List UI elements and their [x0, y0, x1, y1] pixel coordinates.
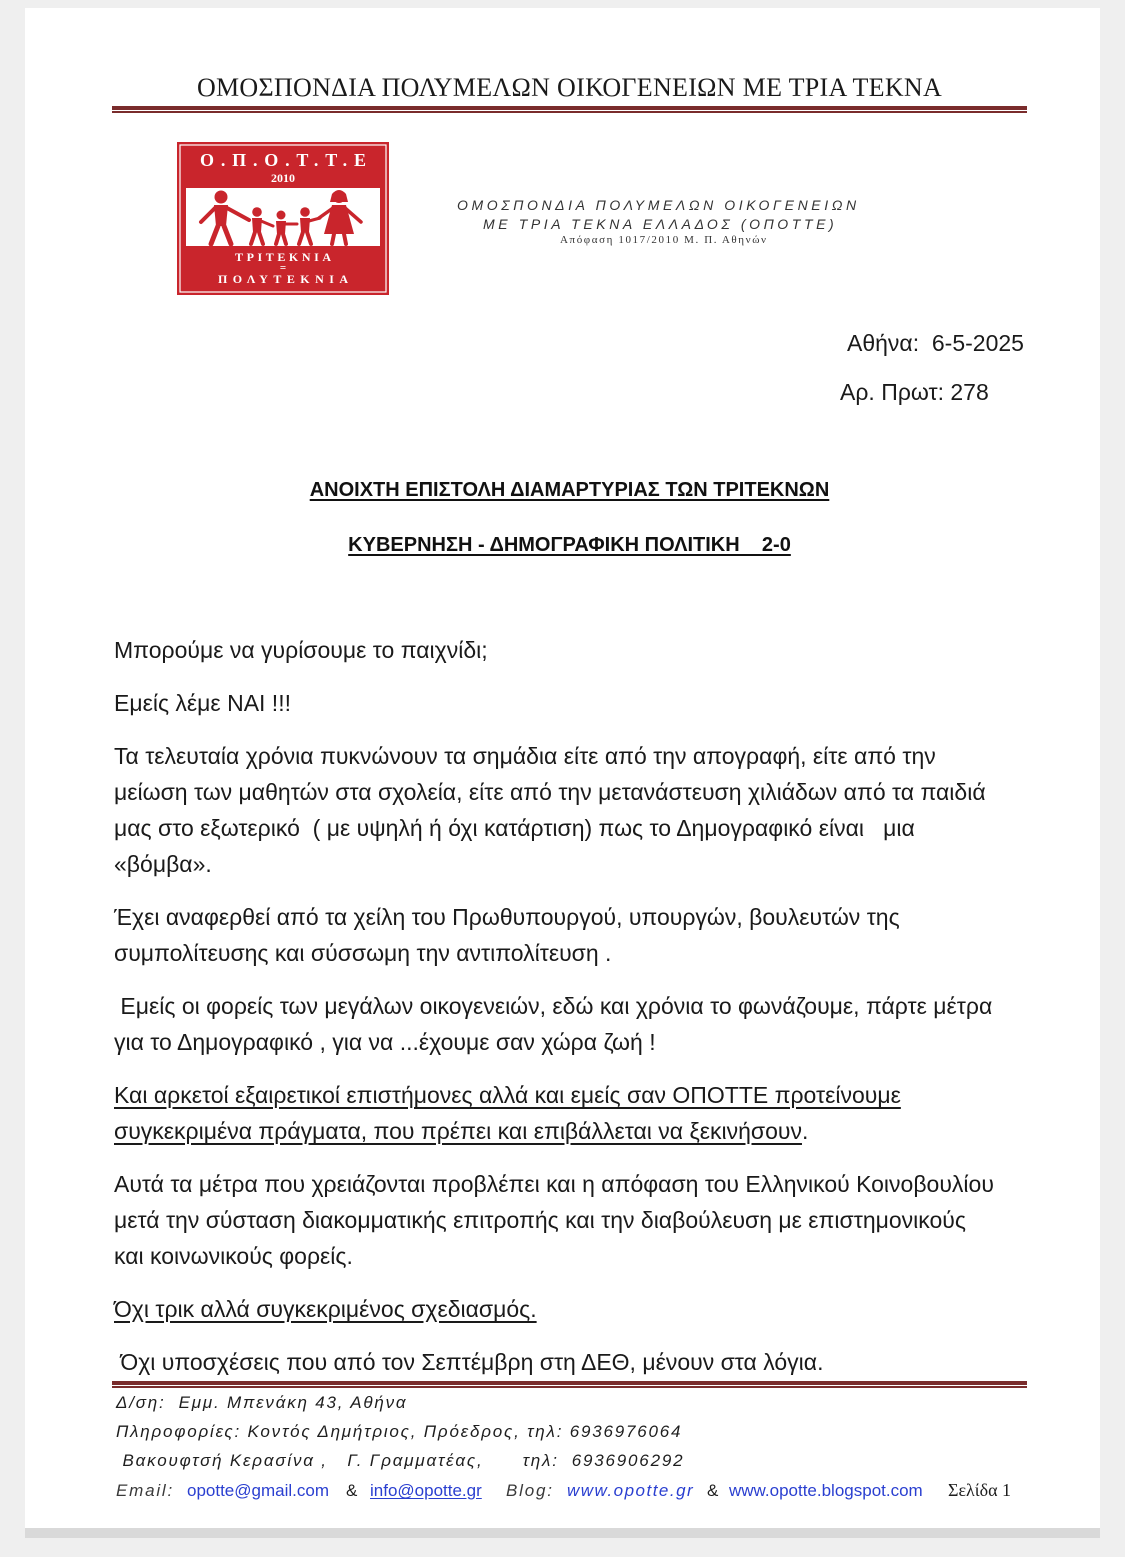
logo-motto-equals: = — [279, 262, 287, 274]
website-link[interactable]: www.opotte.gr — [567, 1481, 695, 1500]
email-link-gmail[interactable]: opotte@gmail.com — [187, 1481, 329, 1500]
letter-body — [114, 632, 1084, 1397]
body-line: και κοινωνικούς φορείς. — [114, 1243, 353, 1269]
body-line: Εμείς λέμε ΝΑΙ !!! — [114, 690, 291, 716]
underlined-text: Και αρκετοί εξαιρετικοί επιστήμονες αλλά και εμείς σαν ΟΠΟΤΤΕ προτείνουμε — [114, 1082, 901, 1108]
footer-president-info: Πληροφορίες: Κοντός Δημήτριος, Πρόεδρος, τηλ: 6936976064 — [116, 1422, 683, 1441]
body-line: Όχι υποσχέσεις που από τον Σεπτέμβρη στη ΔΕΘ, μένουν στα λόγια. — [114, 1349, 824, 1375]
body-line: Μπορούμε να γυρίσουμε το παιχνίδι; — [114, 637, 488, 663]
logo-motto-top: ΤΡΙΤΕΚΝΙΑ — [235, 250, 331, 264]
underlined-text: συγκεκριμένα πράγματα, που πρέπει και επιβάλλεται να ξεκινήσουν — [114, 1118, 802, 1144]
email-label: Email: — [116, 1481, 175, 1500]
header-rule — [112, 106, 1027, 113]
protocol-number: Αρ. Πρωτ: 278 — [840, 379, 989, 405]
email-link-info[interactable]: info@opotte.gr — [370, 1481, 482, 1500]
body-line: για το Δημογραφικό , για να ...έχουμε σαν χώρα ζωή ! — [114, 1029, 656, 1055]
subject-line-1-wrap — [112, 478, 1027, 502]
blog-link[interactable]: www.opotte.blogspot.com — [729, 1481, 923, 1500]
line-tail: . — [801, 1118, 809, 1144]
paragraph-underlined — [114, 1291, 1084, 1327]
ampersand: & — [707, 1481, 719, 1500]
page-bottom-edge — [25, 1528, 1100, 1538]
paragraph — [114, 988, 1084, 1060]
logo-acronym: Ο.Π.Ο.Τ.Τ.Ε — [200, 150, 366, 170]
blog-label: Blog: — [506, 1481, 554, 1500]
footer-address: Δ/ση: Εμμ. Μπενάκη 43, Αθήνα — [116, 1393, 408, 1412]
header-title: ΟΜΟΣΠΟΝΔΙΑ ΠΟΛΥΜΕΛΩΝ ΟΙΚΟΓΕΝΕΙΩΝ ΜΕ ΤΡΙΑ ΤΕΚΝΑ — [196, 73, 943, 102]
body-line — [114, 1291, 1084, 1327]
body-line: μείωση των μαθητών στα σχολεία, είτε από την μετανάστευση χιλιάδων από τα παιδιά — [114, 779, 986, 805]
body-line: μετά την σύσταση διακομματικής επιτροπής και την διαβούλευση με επιστημονικούς — [114, 1207, 966, 1233]
footer-secretary-info: Βακουφτσή Κερασίνα , Γ. Γραμματέας, τηλ: 6936906292 — [116, 1451, 685, 1470]
paragraph — [114, 1166, 1084, 1274]
letterhead-line-2: ΜΕ ΤΡΙΑ ΤΕΚΝΑ ΕΛΛΑΔΟΣ (ΟΠΟΤΤΕ) — [483, 216, 838, 232]
body-line: Εμείς οι φορείς των μεγάλων οικογενειών, εδώ και χρόνια το φωνάζουμε, πάρτε μέτρα — [114, 993, 993, 1019]
body-line: Αυτά τα μέτρα που χρειάζονται προβλέπει και η απόφαση του Ελληνικού Κοινοβουλίου — [114, 1171, 994, 1197]
letter-date: Αθήνα: 6-5-2025 — [847, 330, 1024, 356]
subject-line-2: ΚΥΒΕΡΝΗΣΗ - ΔΗΜΟΓΡΑΦΙΚΗ ΠΟΛΙΤΙΚΗ 2-0 — [348, 534, 791, 556]
subject-line-1: ΑΝΟΙΧΤΗ ΕΠΙΣΤΟΛΗ ΔΙΑΜΑΡΤΥΡΙΑΣ ΤΩΝ ΤΡΙΤΕΚΝΩΝ — [309, 479, 830, 501]
ampersand: & — [346, 1481, 358, 1500]
body-line: Τα τελευταία χρόνια πυκνώνουν τα σημάδια είτε από την απογραφή, είτε από την — [114, 743, 936, 769]
footer-rule — [112, 1381, 1027, 1388]
paragraph-underlined — [114, 1077, 1084, 1149]
logo-motto-bottom: ΠΟΛΥΤΕΚΝΙΑ — [218, 272, 348, 286]
opotte-logo — [177, 142, 389, 295]
paragraph — [114, 632, 1084, 668]
page-number: Σελίδα 1 — [948, 1480, 1012, 1500]
logo-year: 2010 — [271, 171, 295, 185]
body-line — [114, 1113, 1084, 1149]
body-line — [114, 1077, 1084, 1113]
body-line: «βόμβα». — [114, 851, 212, 877]
paragraph — [114, 1344, 1084, 1380]
letterhead-decision: Απόφαση 1017/2010 Μ. Π. Αθηνών — [560, 234, 768, 246]
body-line: μας στο εξωτερικό ( με υψηλή ή όχι κατάρτιση) πως το Δημογραφικό είναι μια — [114, 815, 915, 841]
body-line: Έχει αναφερθεί από τα χείλη του Πρωθυπουργού, υπουργών, βουλευτών της — [114, 904, 900, 930]
subject-line-2-wrap — [112, 533, 1027, 557]
paragraph — [114, 685, 1084, 721]
paragraph — [114, 899, 1084, 971]
body-line: συμπολίτευσης και σύσσωμη την αντιπολίτευση . — [114, 940, 612, 966]
paragraph — [114, 738, 1084, 882]
underlined-text: Όχι τρικ αλλά συγκεκριμένος σχεδιασμός. — [114, 1296, 537, 1322]
letterhead-line-1: ΟΜΟΣΠΟΝΔΙΑ ΠΟΛΥΜΕΛΩΝ ΟΙΚΟΓΕΝΕΙΩΝ — [457, 197, 860, 213]
